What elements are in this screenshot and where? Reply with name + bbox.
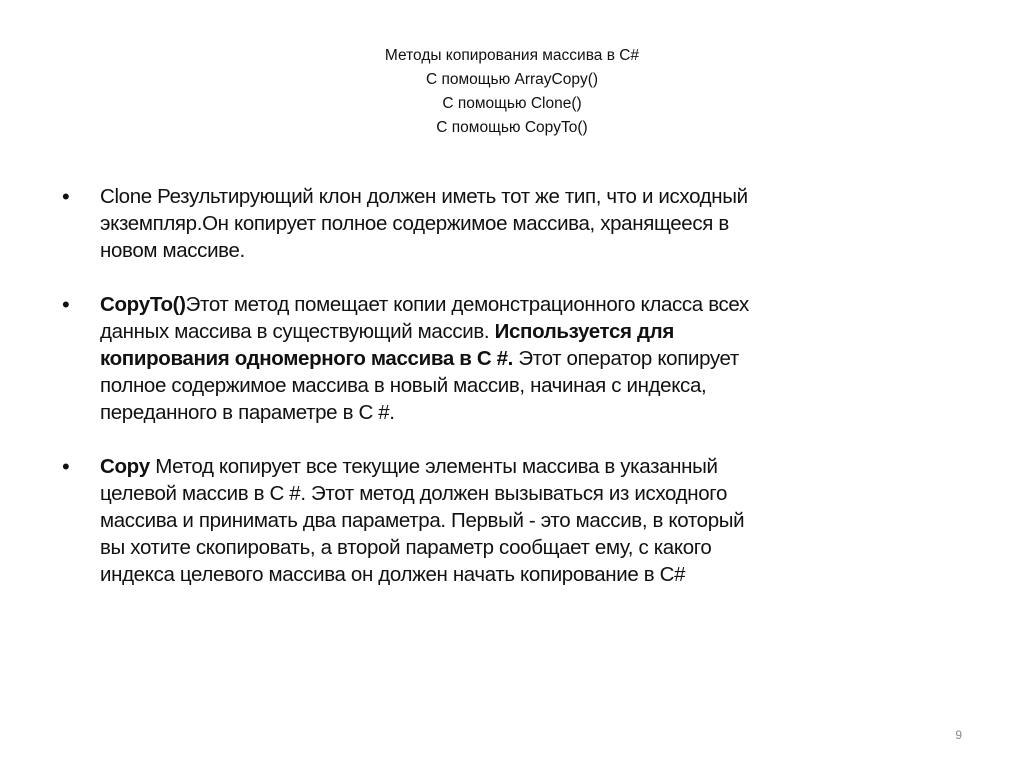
text-line	[100, 237, 982, 264]
text: целевой массив в C #. Этот метод должен вызываться из исходного	[100, 482, 727, 505]
page-number: 9	[955, 728, 962, 742]
bullet-icon: •	[62, 292, 70, 317]
text-line	[100, 534, 982, 561]
bold-text: CopyTo()	[100, 293, 186, 316]
text-line	[100, 291, 982, 318]
title-line: С помощью Clone()	[442, 95, 582, 112]
text-line	[100, 480, 982, 507]
text: массива и принимать два параметра. Первый - это массив, в который	[100, 509, 745, 532]
text: Этот метод помещает копии демонстрационного класса всех	[185, 293, 749, 316]
text: переданного в параметре в C #.	[100, 401, 395, 424]
text: Clone Результирующий клон должен иметь тот же тип, что и исходный	[100, 185, 748, 208]
text-line	[100, 399, 982, 426]
text: Этот оператор копирует	[513, 347, 739, 370]
text: новом массиве.	[100, 239, 245, 262]
text-line	[100, 318, 982, 345]
text-line	[100, 561, 982, 588]
text-line	[100, 345, 982, 372]
bullet-item	[62, 291, 982, 426]
text: экземпляр.Он копирует полное содержимое массива, хранящееся в	[100, 212, 729, 235]
text: вы хотите скопировать, а второй параметр сообщает ему, с какого	[100, 536, 712, 559]
text: индекса целевого массива он должен начать копирование в C#	[100, 563, 686, 586]
text: полное содержимое массива в новый массив, начиная с индекса,	[100, 374, 707, 397]
text-line	[100, 453, 982, 480]
bullet-icon: •	[62, 184, 70, 209]
text-line	[100, 210, 982, 237]
title-line: С помощью ArrayCopy()	[425, 71, 599, 88]
text-line	[100, 372, 982, 399]
bold-text: Используется для	[494, 320, 674, 343]
bullet-icon: •	[62, 454, 70, 479]
title-line: С помощью CopyTo()	[436, 119, 588, 136]
slide-body	[62, 183, 982, 615]
bullet-item	[62, 183, 982, 264]
slide-title	[0, 44, 1024, 140]
text-line	[100, 183, 982, 210]
title-line: Методы копирования массива в C#	[384, 47, 640, 64]
bold-text: Copy	[100, 455, 150, 478]
text: Метод копирует все текущие элементы массива в указанный	[149, 455, 718, 478]
bullet-item	[62, 453, 982, 588]
text-line	[100, 507, 982, 534]
bold-text: копирования одномерного массива в C #.	[100, 347, 514, 370]
text: данных массива в существующий массив.	[100, 320, 495, 343]
